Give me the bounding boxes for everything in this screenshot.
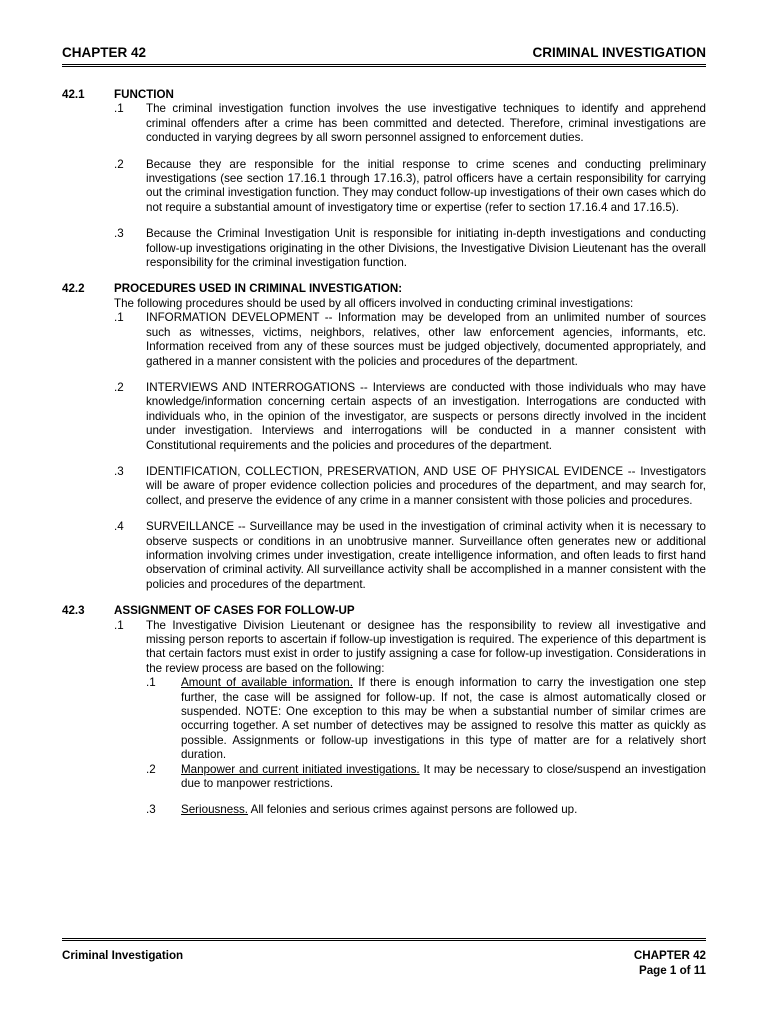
header-title: CRIMINAL INVESTIGATION (532, 45, 706, 60)
item-text: SURVEILLANCE -- Surveillance may be used in the investigation of criminal activity when it is necessary to observe suspects or conditions in an unobtrusive manner. Surveillance often generates new or additional information involving crimes under investigation, create intelligence information, and often leads to first hand observation of criminal activity. All surveillance activity shall be accomplished in a manner consistent with the policies and procedures of the department. (146, 520, 706, 591)
item-number: .1 (114, 618, 124, 632)
section-number: 42.2 (62, 282, 85, 296)
list-item (62, 102, 706, 145)
sub-item-text (181, 763, 706, 792)
item-number: .4 (114, 520, 124, 534)
section-42-3 (62, 604, 706, 818)
list-item (62, 311, 706, 369)
document-body (62, 88, 706, 818)
item-text: The Investigative Division Lieutenant or designee has the responsibility to review all investigative and missing person reports to ascertain if follow-up investigation is required. The experience of this department is that certain factors must exist in order to justify assigning a case for follow-up investigation. Considerations in the review process are based on the following: (146, 618, 706, 675)
page-number: Page 1 of 11 (638, 964, 706, 977)
section-heading (62, 282, 706, 296)
section-42-2 (62, 282, 706, 592)
item-number: .1 (114, 102, 124, 116)
item-number: .3 (114, 464, 124, 478)
sub-item-body: It may be necessary to close/suspend an investigation due to manpower restrictions. (181, 762, 707, 791)
section-title: PROCEDURES USED IN CRIMINAL INVESTIGATION: (114, 282, 403, 296)
section-42-1 (62, 88, 706, 270)
item-number: .1 (114, 311, 124, 325)
sub-item-text (181, 803, 706, 817)
list-item (62, 381, 706, 453)
header-chapter: CHAPTER 42 (62, 45, 147, 60)
footer-right (634, 948, 706, 978)
item-number: .2 (114, 157, 124, 171)
section-number: 42.3 (62, 604, 85, 618)
sub-item-number: .3 (146, 803, 156, 817)
section-title: ASSIGNMENT OF CASES FOR FOLLOW-UP (114, 604, 355, 618)
list-item (62, 158, 706, 216)
page-header (62, 44, 706, 62)
sub-item (146, 763, 706, 792)
sub-item-text (181, 676, 706, 762)
footer-row (62, 948, 706, 978)
item-text: Because the Criminal Investigation Unit is responsible for initiating in-depth investigations and conducting follow-up investigations originating in the other Divisions, the Investigative Division Lieutenant has the overall responsibility for the criminal investigation function. (146, 227, 706, 270)
section-title: FUNCTION (114, 88, 174, 101)
sub-item (146, 803, 706, 817)
item-text: Because they are responsible for the initial response to crime scenes and conducting preliminary investigations (see section 17.16.1 through 17.16.3), patrol officers have a certain responsibility for carrying out the criminal investigation function. They may conduct follow-up investigations of their own cases which do not require a substantial amount of investigatory time or expertise (refer to section 17.16.4 and 17.16.5). (146, 157, 706, 214)
sub-item-body: All felonies and serious crimes against persons are followed up. (248, 803, 578, 817)
list-item (62, 227, 706, 270)
section-heading (62, 604, 706, 618)
page-footer (62, 938, 706, 978)
sub-item-label: Amount of available information. (181, 676, 353, 690)
sub-item-label: Seriousness. (181, 803, 249, 817)
sub-item-body: If there is enough information to carry the investigation one step further, the case will be assigned for follow-up. If not, the case is almost automatically closed or suspended. NOTE: One exception to this may be when a substantial number of similar crimes are occurring together. A set number of detectives may be assigned to resolve this matter as quickly as possible. Assignments or follow-up investigations in this type of matter are for a relatively short duration. (181, 676, 706, 762)
list-item (62, 619, 706, 818)
item-number: .2 (114, 380, 124, 394)
footer-chapter: CHAPTER 42 (633, 949, 706, 962)
section-heading (62, 88, 706, 102)
sub-item-label: Manpower and current initiated investigations. (181, 762, 420, 776)
item-body (146, 619, 706, 818)
sub-item-number: .2 (146, 762, 156, 776)
sub-item (146, 676, 706, 762)
item-text: The criminal investigation function involves the use investigative techniques to identify and apprehend criminal offenders after a crime has been committed and detected. Therefore, criminal investigations are conducted in varying degrees by all sworn personnel assigned to enforcement duties. (146, 102, 706, 145)
sub-item-number: .1 (146, 676, 156, 690)
document-page (62, 44, 706, 830)
footer-rule (62, 938, 706, 941)
item-text: IDENTIFICATION, COLLECTION, PRESERVATION, AND USE OF PHYSICAL EVIDENCE -- Investigators will be aware of proper evidence collection policies and procedures of the department, and may search for, collect, and preserve the evidence of any crime in a manner consistent with those policies and procedures. (146, 464, 706, 507)
list-item (62, 520, 706, 592)
header-rule (62, 64, 706, 67)
list-item (62, 465, 706, 508)
footer-left: Criminal Investigation (62, 949, 184, 962)
item-number: .3 (114, 227, 124, 241)
section-intro: The following procedures should be used by all officers involved in conducting criminal investigations: (114, 296, 634, 310)
item-text: INFORMATION DEVELOPMENT -- Information may be developed from an unlimited number of sources such as witnesses, victims, neighbors, relatives, other law enforcement agencies, informants, etc. Information received from any of these sources must be judged objectively, documented appropriately, and gathered in a manner consistent with the policies and procedures of the department. (146, 311, 706, 368)
item-text: INTERVIEWS AND INTERROGATIONS -- Interviews are conducted with those individuals who may have knowledge/information concerning certain aspects of an investigation. Interrogations are conducted with individuals who, in the opinion of the investigator, are suspects or persons directly involved in the incident under investigation. Interviews and interrogations will be conducted in a manner consistent with Constitutional requirements and the policies and procedures of the department. (146, 380, 706, 452)
section-number: 42.1 (62, 88, 85, 101)
